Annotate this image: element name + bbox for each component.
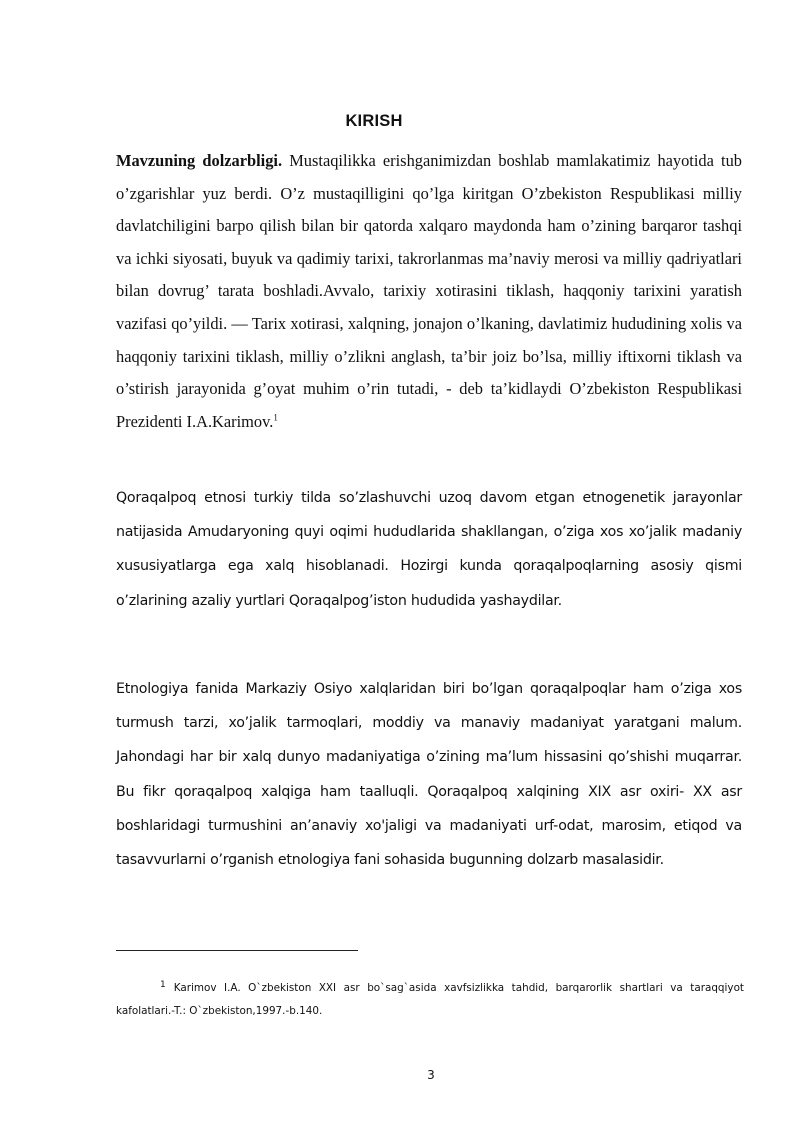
page-number: 3 [427,1068,435,1082]
paragraph-ethnology: Etnologiya fanida Markaziy Osiyo xalqlaridan biri bo’lgan qoraqalpoqlar ham o’ziga xos turmush tarzi, xo’jalik tarmoqlari, moddiy va manaviy madaniyat yaratgani malum. Jahondagi har bir xalq dunyo madaniyatiga o’zining ma’lum hissasini qo’shishi muqarrar. Bu fikr qoraqalpoq xalqiga ham taalluqli. Qoraqalpoq xalqining XIX asr oxiri- XX asr boshlaridagi turmushini an’anaviy xo'jaligi va madaniyati urf-odat, marosim, etiqod va tasavvurlarni o’rganish etnologiya fani sohasida bugunning dolzarb masalasidir. [116,681,742,869]
section-heading: KIRISH [345,112,403,130]
footnote-text: Karimov I.A. O`zbekiston XXI asr bo`sag`asida xavfsizlikka tahdid, barqarorlik shartlari va taraqqiyot kafolatlari.-T.: O`zbekiston,1997.-b.140. [116,982,744,1017]
footnote-reference[interactable]: 1 [273,412,278,423]
paragraph-ethnos: Qoraqalpoq etnosi turkiy tilda so’zlashuvchi uzoq davom etgan etnogenetik jarayonlar natijasida Amudaryoning quyi oqimi hududlarida shakllangan, o’ziga xos xo’jalik madaniy xususiyatlarga ega xalq hisoblanadi. Hozirgi kunda qoraqalpoqlarning asosiy qismi o’zlarining azaliy yurtlari Qoraqalpog’iston hududida yashaydilar. [116,490,742,609]
intro-lead: Mavzuning dolzarbligi. [116,151,283,170]
footnote-marker: 1 [160,979,166,990]
intro-text: Mustaqilikka erishganimizdan boshlab mamlakatimiz hayotida tub o’zgarishlar yuz berdi. O’z mustaqilligini qo’lga kiritgan O’zbekiston Respublikasi milliy davlatchiligini barpo qilish bilan bir qatorda xalqaro maydonda ham o’zining barqaror tashqi va ichki siyosati, buyuk va qadimiy tarixi, takrorlanmas ma’naviy merosi va milliy qadriyatlari bilan dovrug’ tarata boshladi.Avvalo, tarixiy xotirasini tiklash, haqqoniy tarixini yaratish vazifasi qo’yildi. — Tarix xotirasi, xalqning, jonajon o’lkaning, davlatimiz hududining xolis va haqqoniy tarixini tiklash, milliy o’zlikni anglash, ta’bir joiz bo’lsa, milliy iftixorni tiklash va o’stirish jarayonida g’oyat muhim o’rin tutadi, - deb ta’kidlaydi O’zbekiston Respublikasi Prezidenti I.A.Karimov. [116,151,742,431]
footnote [116,977,744,1023]
intro-paragraph [116,145,742,438]
footnote-separator [116,950,358,951]
